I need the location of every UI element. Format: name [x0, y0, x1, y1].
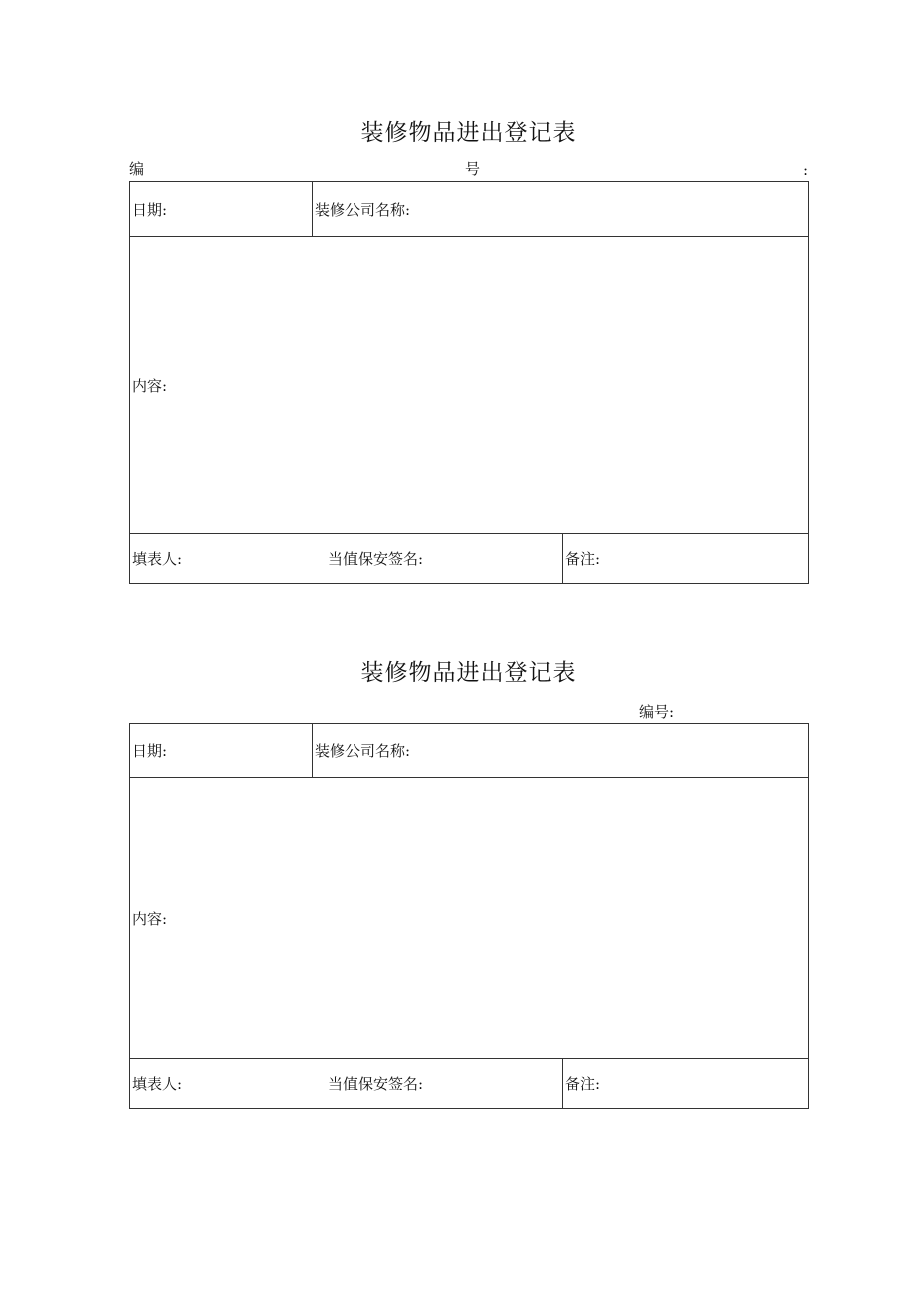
company-name-label: 装修公司名称:	[315, 742, 411, 760]
form-table	[129, 181, 809, 584]
date-label: 日期:	[132, 742, 168, 760]
content-label: 内容:	[132, 909, 168, 928]
serial-label-part: 编	[129, 160, 145, 178]
filler-and-guard-cell[interactable]	[130, 534, 563, 584]
guard-signature-label: 当值保安签名:	[328, 550, 424, 568]
serial-label-part: :	[802, 161, 808, 179]
guard-signature-label: 当值保安签名:	[328, 1075, 424, 1093]
date-label: 日期:	[132, 200, 168, 219]
remark-label: 备注:	[565, 1075, 601, 1093]
form-table	[129, 723, 809, 1109]
form-title: 装修物品进出登记表	[360, 120, 577, 146]
date-cell[interactable]	[130, 182, 313, 237]
content-label: 内容:	[132, 376, 168, 395]
filler-and-guard-cell[interactable]	[130, 1059, 563, 1109]
date-cell[interactable]	[130, 724, 313, 778]
serial-label: 编号:	[638, 703, 674, 721]
registration-form-1	[129, 112, 808, 584]
content-cell[interactable]	[130, 778, 809, 1059]
filler-label: 填表人:	[132, 1075, 183, 1093]
content-cell[interactable]	[130, 237, 809, 534]
company-name-cell[interactable]	[313, 724, 809, 778]
remark-cell[interactable]	[563, 534, 809, 584]
filler-label: 填表人:	[132, 550, 183, 568]
serial-number-line	[129, 694, 808, 723]
form-title: 装修物品进出登记表	[360, 660, 577, 686]
remark-cell[interactable]	[563, 1059, 809, 1109]
company-name-cell[interactable]	[313, 182, 809, 237]
serial-label-part: 号	[465, 160, 481, 178]
company-name-label: 装修公司名称:	[315, 200, 411, 219]
registration-form-2	[129, 652, 808, 1109]
serial-number-line	[129, 154, 808, 181]
remark-label: 备注:	[565, 550, 601, 568]
